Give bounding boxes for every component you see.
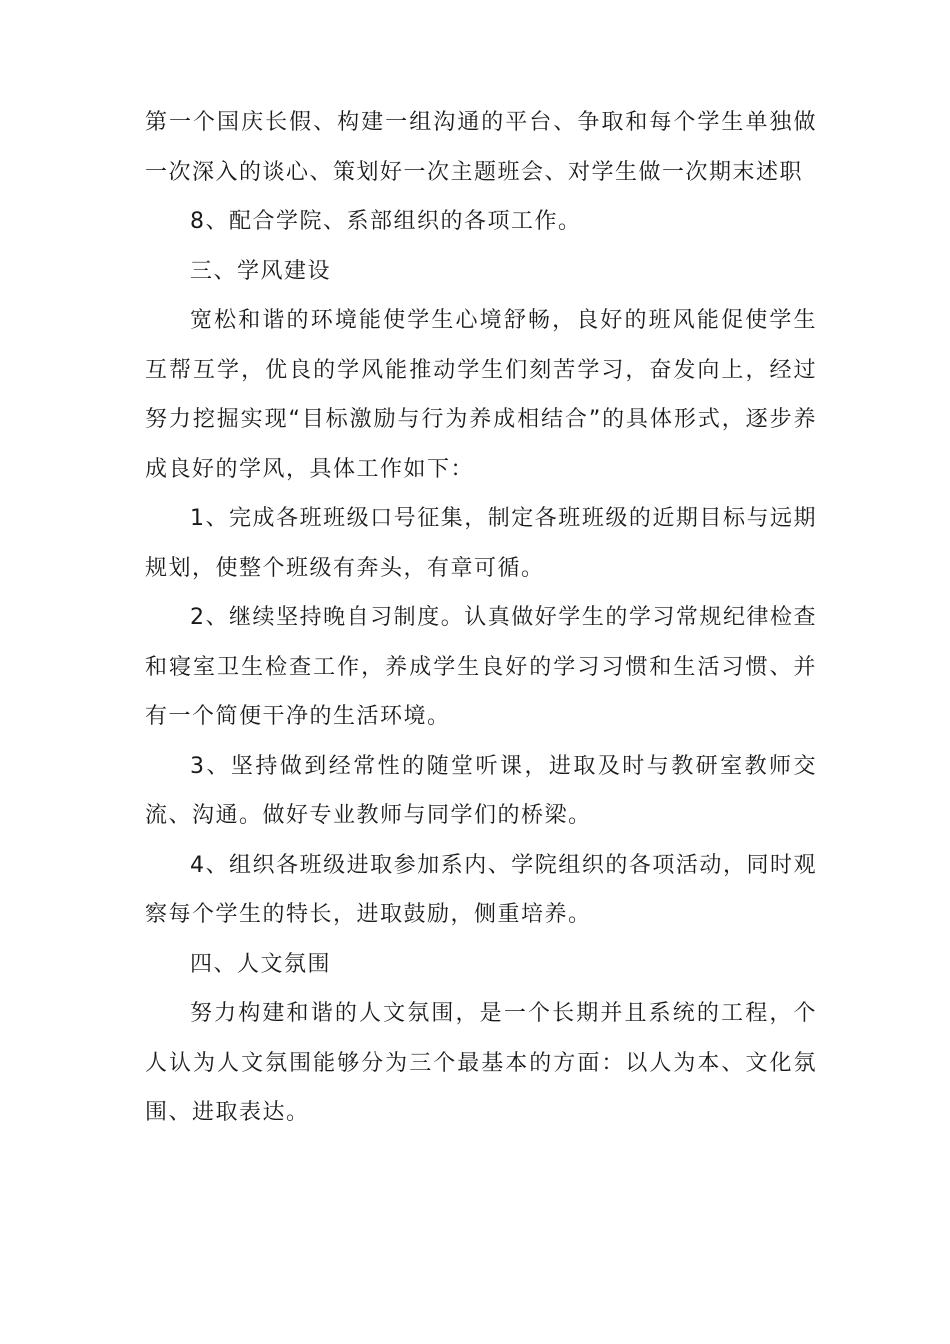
section-heading-study-style: 三、学风建设 bbox=[190, 258, 332, 284]
list-item-4: 4、组织各班级进取参加系内、学院组织的各项活动，同时观察每个学生的特长，进取鼓励，侧重培养。 bbox=[145, 852, 817, 927]
list-item-8: 8、配合学院、系部组织的各项工作。 bbox=[190, 209, 582, 234]
paragraph-humanities-intro: 努力构建和谐的人文氛围，是一个长期并且系统的工程，个人认为人文氛围能够分为三个最基本的方面：以人为本、文化氛围、进取表达。 bbox=[145, 1001, 817, 1125]
paragraph-study-style-intro: 宽松和谐的环境能使学生心境舒畅，良好的班风能促使学生互帮互学，优良的学风能推动学生们刻苦学习，奋发向上，经过努力挖掘实现“目标激励与行为养成相结合”的具体形式，逐步养成良好的学风，具体工作如下： bbox=[145, 308, 817, 482]
list-item-1: 1、完成各班班级口号征集，制定各班班级的近期目标与远期规划，使整个班级有奔头，有章可循。 bbox=[145, 506, 817, 581]
list-item-2: 2、继续坚持晚自习制度。认真做好学生的学习常规纪律检查和寝室卫生检查工作，养成学生良好的学习习惯和生活习惯、并有一个简便干净的生活环境。 bbox=[145, 605, 817, 729]
section-heading-humanities: 四、人文氛围 bbox=[190, 951, 332, 977]
paragraph-continuation: 第一个国庆长假、构建一组沟通的平台、争取和每个学生单独做一次深入的谈心、策划好一次主题班会、对学生做一次期末述职 bbox=[145, 110, 817, 185]
document-body bbox=[145, 98, 817, 1138]
list-item-3: 3、坚持做到经常性的随堂听课，进取及时与教研室教师交流、沟通。做好专业教师与同学们的桥梁。 bbox=[145, 753, 817, 828]
